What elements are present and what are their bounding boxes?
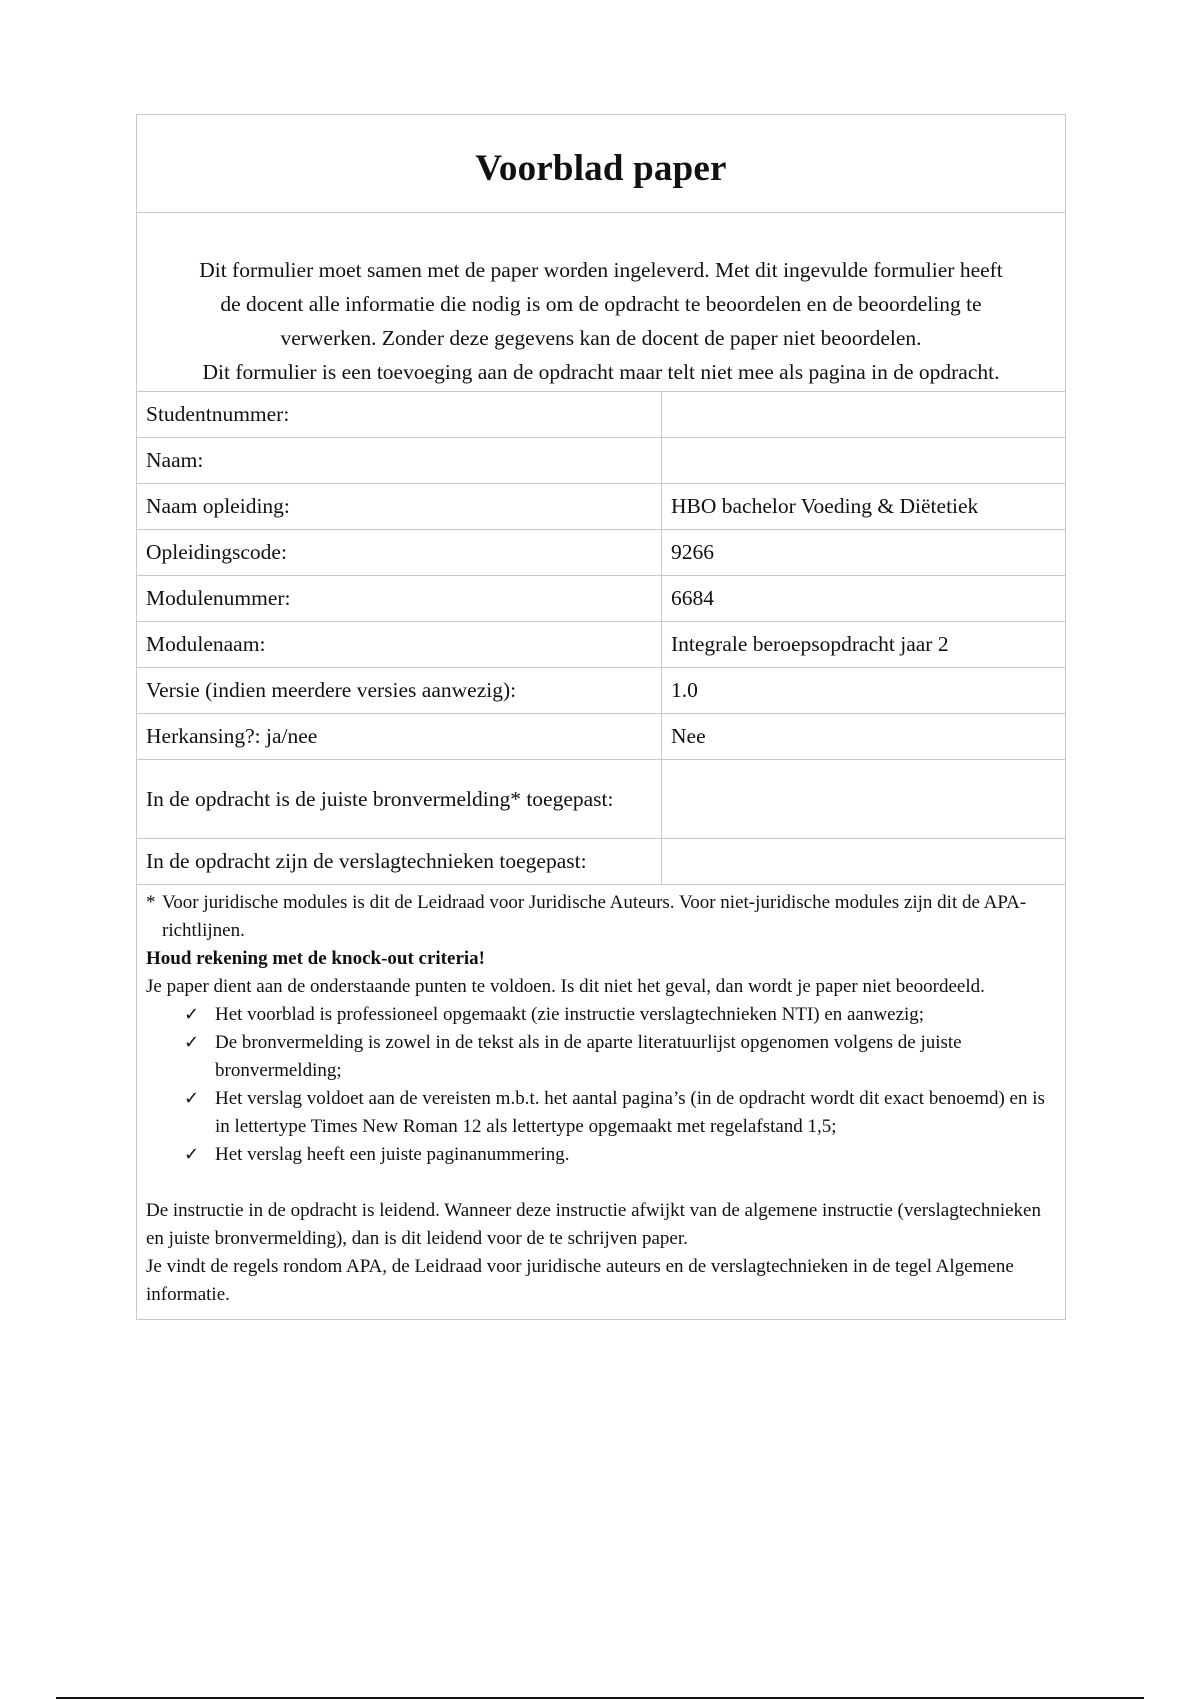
footnote-text: Voor juridische modules is dit de Leidraad voor Juridische Auteurs. Voor niet-juridische modules zijn dit de APA-richtlijnen.	[162, 892, 1027, 941]
intro-line: Dit formulier moet samen met de paper worden ingeleverd. Met dit ingevulde formulier heeft	[199, 258, 1003, 282]
check-icon: ✓	[184, 1032, 200, 1053]
field-value-modulenaam[interactable]: Integrale beroepsopdracht jaar 2	[662, 622, 1066, 668]
fields-table	[137, 392, 1065, 885]
field-value-modulenummer[interactable]: 6684	[662, 576, 1066, 622]
field-row-opleidingscode	[137, 530, 1065, 576]
knockout-intro: Je paper dient aan de onderstaande punten te voldoen. Is dit niet het geval, dan wordt je paper niet beoordeeld.	[146, 976, 985, 997]
intro-line: Dit formulier is een toevoeging aan de opdracht maar telt niet mee als pagina in de opdracht.	[202, 360, 1000, 384]
field-label: In de opdracht is de juiste bronvermelding* toegepast:	[137, 760, 662, 839]
check-icon: ✓	[184, 1144, 200, 1165]
field-label: Modulenummer:	[137, 576, 662, 622]
closing-text	[146, 1197, 1056, 1309]
footnote-marker: *	[146, 892, 156, 913]
field-label: Versie (indien meerdere versies aanwezig):	[137, 668, 662, 714]
closing-paragraph: De instructie in de opdracht is leidend. Wanneer deze instructie afwijkt van de algemene instructie (verslagtechnieken en juiste bronvermelding), dan is dit leidend voor de te schrijven paper.	[146, 1200, 1041, 1249]
list-item-text: Het voorblad is professioneel opgemaakt (zie instructie verslagtechnieken NTI) en aanwezig;	[215, 1004, 925, 1025]
intro-text	[137, 213, 1065, 392]
field-label: In de opdracht zijn de verslagtechnieken toegepast:	[137, 839, 662, 885]
field-row-versie	[137, 668, 1065, 714]
field-value-naam[interactable]	[662, 438, 1066, 484]
field-row-bronvermelding	[137, 760, 1065, 839]
check-icon: ✓	[184, 1004, 200, 1025]
field-value-versie[interactable]: 1.0	[662, 668, 1066, 714]
list-item	[184, 1029, 1056, 1085]
field-label: Studentnummer:	[137, 392, 662, 438]
field-row-herkansing	[137, 714, 1065, 760]
field-value-opleidingscode[interactable]: 9266	[662, 530, 1066, 576]
field-label: Modulenaam:	[137, 622, 662, 668]
field-row-verslagtechnieken	[137, 839, 1065, 885]
check-icon: ✓	[184, 1088, 200, 1109]
field-row-modulenaam	[137, 622, 1065, 668]
cover-form	[136, 114, 1066, 1320]
intro-line: de docent alle informatie die nodig is om de opdracht te beoordelen en de beoordeling te	[220, 292, 982, 316]
field-row-studentnummer	[137, 392, 1065, 438]
list-item-text: Het verslag heeft een juiste paginanummering.	[215, 1144, 570, 1165]
field-value-verslagtechnieken[interactable]	[662, 839, 1066, 885]
field-row-naam	[137, 438, 1065, 484]
list-item	[184, 1085, 1056, 1141]
field-value-studentnummer[interactable]	[662, 392, 1066, 438]
field-label: Naam:	[137, 438, 662, 484]
field-label: Opleidingscode:	[137, 530, 662, 576]
footnote	[146, 889, 1056, 945]
field-value-herkansing[interactable]: Nee	[662, 714, 1066, 760]
list-item-text: Het verslag voldoet aan de vereisten m.b.t. het aantal pagina’s (in de opdracht wordt dit exact benoemd) en is in lettertype Times New Roman 12 als lettertype opgemaakt met regelafstand 1,5;	[215, 1088, 1045, 1137]
title-row	[137, 115, 1065, 213]
closing-paragraph: Je vindt de regels rondom APA, de Leidraad voor juridische auteurs en de verslagtechnieken in de tegel Algemene informatie.	[146, 1256, 1014, 1305]
list-item	[184, 1001, 1056, 1029]
field-value-bronvermelding[interactable]	[662, 760, 1066, 839]
intro-line: verwerken. Zonder deze gegevens kan de docent de paper niet beoordelen.	[280, 326, 922, 350]
field-value-naam-opleiding[interactable]: HBO bachelor Voeding & Diëtetiek	[662, 484, 1066, 530]
knockout-list	[146, 1001, 1056, 1169]
field-row-modulenummer	[137, 576, 1065, 622]
page-bottom-divider	[56, 1697, 1144, 1699]
field-label: Naam opleiding:	[137, 484, 662, 530]
field-row-naam-opleiding	[137, 484, 1065, 530]
field-label: Herkansing?: ja/nee	[137, 714, 662, 760]
knockout-title: Houd rekening met de knock-out criteria!	[146, 948, 485, 969]
list-item-text: De bronvermelding is zowel in de tekst als in de aparte literatuurlijst opgenomen volgens de juiste bronvermelding;	[215, 1032, 962, 1081]
page-title: Voorblad paper	[475, 148, 727, 189]
notes-section	[137, 885, 1065, 1319]
list-item	[184, 1141, 1056, 1169]
